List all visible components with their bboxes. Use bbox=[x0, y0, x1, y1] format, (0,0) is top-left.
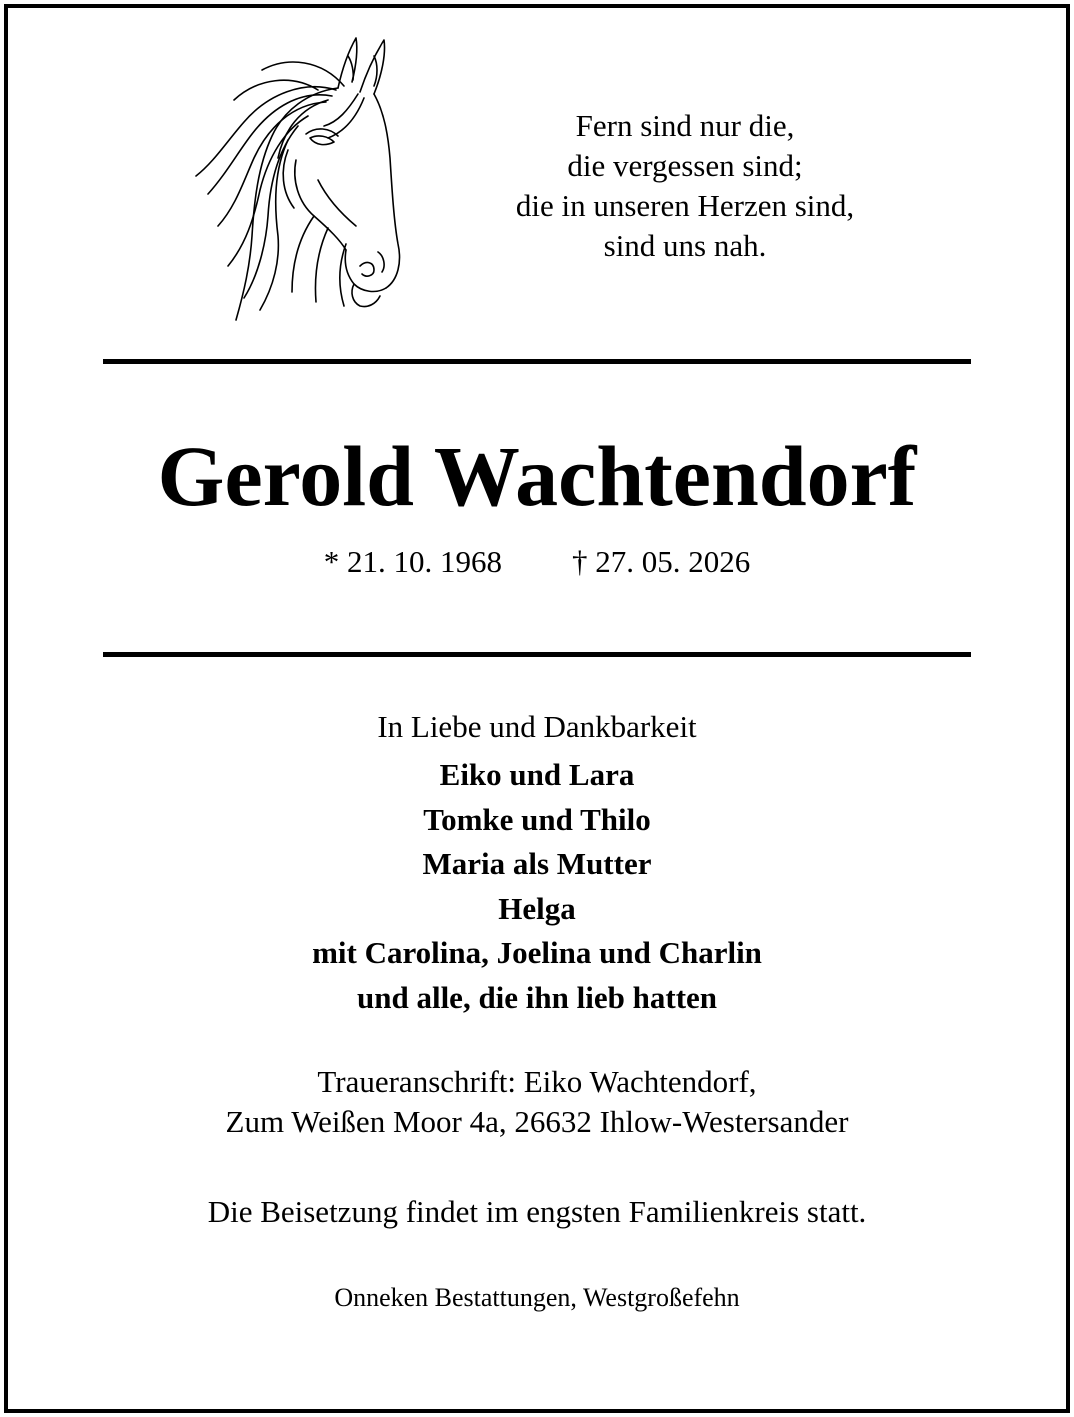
mourner-line: Eiko und Lara bbox=[439, 757, 635, 792]
birth-date: * 21. 10. 1968 bbox=[323, 544, 502, 579]
poem bbox=[470, 106, 900, 266]
divider-top bbox=[103, 359, 971, 364]
mourners-intro: In Liebe und Dankbarkeit bbox=[377, 709, 697, 744]
mourner-line: Tomke und Thilo bbox=[423, 801, 651, 837]
undertaker: Onneken Bestattungen, Westgroßefehn bbox=[334, 1283, 740, 1312]
address-line: Zum Weißen Moor 4a, 26632 Ihlow-Westersander bbox=[225, 1104, 849, 1139]
mourner-line: und alle, die ihn lieb hatten bbox=[356, 979, 718, 1015]
burial-note: Die Beisetzung findet im engsten Familienkreis statt. bbox=[207, 1194, 867, 1229]
death-date: † 27. 05. 2026 bbox=[572, 544, 751, 579]
divider-bottom bbox=[103, 652, 971, 657]
mourners-list bbox=[0, 753, 1074, 1020]
deceased-name: Gerold Wachtendorf bbox=[157, 428, 917, 524]
horse-head-icon bbox=[188, 30, 416, 322]
mourning-address bbox=[0, 1062, 1074, 1142]
poem-line: die vergessen sind; bbox=[567, 148, 803, 183]
life-dates bbox=[0, 542, 1074, 582]
address-line: Traueranschrift: Eiko Wachtendorf, bbox=[317, 1064, 757, 1099]
poem-line: Fern sind nur die, bbox=[575, 108, 795, 143]
poem-line: die in unseren Herzen sind, bbox=[515, 188, 855, 223]
mourner-line: Helga bbox=[498, 890, 576, 926]
poem-line: sind uns nah. bbox=[603, 228, 767, 263]
mourner-line: Maria als Mutter bbox=[422, 846, 652, 881]
mourner-line: mit Carolina, Joelina und Charlin bbox=[312, 935, 762, 970]
